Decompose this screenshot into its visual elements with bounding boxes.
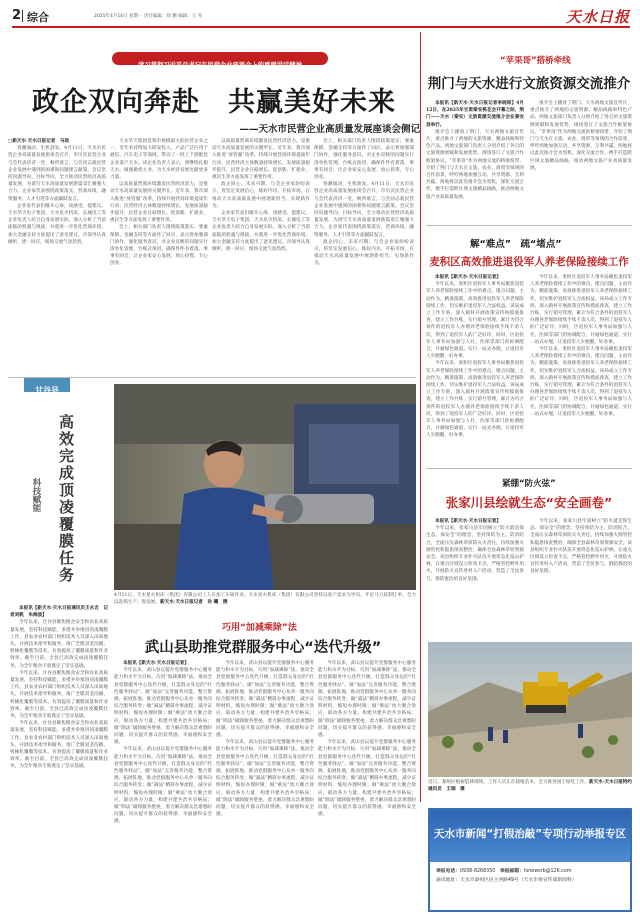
- main-headline: 政企双向奔赴 共赢美好未来: [32, 87, 396, 118]
- divider: [426, 225, 632, 226]
- photo-caption: 近日，秦州区植树造林现场，工作人员正在栽植苗木，全力推进国土绿化工作。新天水·天水日报特约通讯员 王瑞 摄: [428, 780, 632, 793]
- section-label: 综合: [27, 11, 49, 24]
- main-col-3: 以高质量营商环境激发民营经济活力，是推动天水高质量发展的关键所在。近年来，我市深入推进“放管服”改革，持续开展营商环境提质年行动，民营经济主体数量持续增长，发展质量稳步提升，民营企业在稳增长、促创新、扩就业、惠民生等方面发挥了重要作用。 政企同心，未来可期。与会企业家纷纷表示，将坚定发展信心，练好内功、开拓市场，在推动天水高质量发展中展现新担当、实现新作为。 企业家代表们敞开心扉，谈感受、提建议。天水华天电子集团、天水星火机床、长城电工等企业负责人结合自身发展实际，深入分析了当前面临的机遇与挑战，并就进一步优化营商环境、加大金融支持力度提出了意见建议。市领导认真倾听，逐一回应，现场交流气氛热烈。: [212, 139, 310, 253]
- photo-caption: 4月11日，天水星火机床（集团）有限公司工人在加工车间作业。天水星火机床（集团）有限公司坚持以客户需求为导向，开足马力赶制订单，全力以赴抓生产、促发展。新天水·天水日报记者 孙 曦 摄: [114, 593, 416, 606]
- main-col-4: 会上，相关部门负责人围绕政策落实、要素保障、金融支持等方面作了回应，表示将加强部门协作，强化服务意识，对企业反映的问题实行清单化管理、台账式推进，确保件件有着落、事事有回音，让企业家安心发展、放心投资、专心创业。 春潮涌动，生机勃发。4月11日，天水市民营企业高质量发展座谈会召开，市历次民营企业与会代表济济一堂，畅所欲言，与会同志就民营企业发展中遇到的困难和问题建言献策。会议坚持问题导向、目标导向，全力推动民营经济高质量发展，为谱写天水高质量发展新篇章汇聚强大合力。企业家代表围绕政策落实、营商环境、融资服务、人才引进等方面踊跃发言。 政企同心，未来可期。与会企业家纷纷表示，将坚定发展信心，练好内功、开拓市场，在推动天水高质量发展中展现新担当、实现新作为。: [314, 139, 414, 267]
- report-ad-box: 天水市新闻“打假治敲”专项行动举报专区 举报电话：0938-8268350 举报邮箱：tsnewsrb@126.com 通讯地址：天水市秦州区民主西路49号（天水市委宣传部新闻科）: [428, 808, 632, 912]
- masthead: [12, 8, 630, 24]
- article-col-2: 今年以来，武山县以提升党群服务中心服务能力和水平为目标，巧用“加减乘除”法，推动全县党群服务中心迭代升级，打造群众身边的“红色服务驿站”。做“加法”完善服务功能，整合资源、拓展阵地，推动党群服务中心从单一服务向综合服务转变；做“减法”精简办事流程，减少证明材料，缩短办理时限；做“乘法”放大聚合效应，联动各方力量，构建共建共治共享格局；做“除法”破除服务壁垒，着力解决群众急难愁盼问题，切实提升群众的获得感、幸福感和安全感。 今年以来，武山县以提升党群服务中心服务能力和水平为目标，巧用“加减乘除”法，推动全县党群服务中心迭代升级，打造群众身边的“红色服务驿站”。做“加法”完善服务功能，整合资源、拓展阵地，推动党群服务中心从单一服务向综合服务转变；做“减法”精简办事流程，减少证明材料，缩短办理时限；做“乘法”放大聚合效应，联动各方力量，构建共建共治共享格局；做“除法”破除服务壁垒，着力解决群众急难愁盼问题，切实提升群众的获得感、幸福感和安全感。: [216, 661, 314, 818]
- byline: □新天水·天水日报记者 马琰: [8, 139, 70, 144]
- article-col-2: 今年以来，张家川县牢固树立“防火就是保生态、保安全”的理念，坚持预防为主、防消结合，全面压实森林草原防灭火责任，持续加强火源管控和隐患排查整治，确保全县森林草原资源安全。该县组织专业扑火队伍开展常态化巡山护林，在重点区域设立检查卡点，严格管控野外用火，开展防火宣传进村入户活动，营造了全民参与、群防群治的良好氛围。: [530, 519, 632, 575]
- date-line: 2025年4月14日 星期一 责任编辑：徐 鹏 编辑：王 军: [94, 14, 203, 19]
- main-col-1: □新天水·天水日报记者 马琰 春潮涌动，生机勃发。4月11日，天水市民营企业高质量发展座谈会召开，市历次民营企业与会代表济济一堂，畅所欲言，与会同志就民营企业发展中遇到的困难和问题建言献策。会议坚持问题导向、目标导向，全力推动民营经济高质量发展，为谱写天水高质量发展新篇章汇聚强大合力。企业家代表围绕政策落实、营商环境、融资服务、人才引进等方面踊跃发言。 企业家代表们敞开心扉，谈感受、提建议。天水华天电子集团、天水星火机床、长城电工等企业负责人结合自身发展实际，深入分析了当前面临的机遇与挑战，并就进一步优化营商环境、加大金融支持力度提出了意见建议。市领导认真倾听，逐一回应，现场交流气氛热烈。: [8, 139, 106, 245]
- ad-phone: 0938-8268350: [460, 869, 496, 874]
- article-kicker: “苹果哥”搭桥牵线: [500, 56, 571, 66]
- article-headline: 麦积区高效推进退役军人养老保险接续工作: [429, 256, 629, 268]
- article-headline: 张家川县绘就生态“安全画卷”: [445, 495, 613, 510]
- article-headline: 武山县助推党群服务中心“迭代升级”: [144, 640, 382, 656]
- article-col-1: 本报讯【新天水·天水日报记者李晓琼】4月12日，在2025年甘肃秦安桃花会开幕之际，荆门——天水（秦安）文旅资源交流推介会在秦安县举行。 推介会上播放了荆门、天水两地文旅宣传片，重点推介了两地的文旅资源、精品线路和特色产品。两地文旅部门负责人分别介绍了各自的文旅资源禀赋和发展优势，现场签订了文旅合作框架协议。“苹果哥”作为两地交流的桥梁纽带，介绍了荆门与天水在文旅、农业、商贸等领域的合作前景，呼吁两地加强互动、共享资源、互利共赢。两地将以此次推介会为契机，深化交流合作，携手打造跨区域文旅精品线路，推动两地文旅产业高质量发展。: [426, 101, 524, 200]
- main-col-2: 天水华天集团是我市规模最大的民营企业之一，近年来持续加大研发投入，产品广泛应用于通信、汽车电子等领域，带动了一批上下游配套企业落户天水。该企业负责人表示，将继续扎根天水，做强做优主业，为天水经济发展贡献更多力量。 以高质量营商环境激发民营经济活力，是推动天水高质量发展的关键所在。近年来，我市深入推进“放管服”改革，持续开展营商环境提质年行动，民营经济主体数量持续增长，发展质量稳步提升，民营企业在稳增长、促创新、扩就业、惠民生等方面发挥了重要作用。 会上，相关部门负责人围绕政策落实、要素保障、金融支持等方面作了回应，表示将加强部门协作，强化服务意识，对企业反映的问题实行清单化管理、台账式推进，确保件件有着落、事事有回音，让企业家安心发展、放心投资、专心创业。: [110, 139, 208, 267]
- article-headline: 荆门与天水进行文旅资源交流推介: [427, 76, 631, 92]
- main-subhead: ——天水市民营企业高质量发展座谈会侧记: [239, 124, 420, 135]
- photo-factory-worker: [114, 384, 416, 590]
- ad-headline: 天水市新闻“打假治敲”专项行动举报专区: [433, 828, 627, 840]
- photo-tree-planting: [428, 642, 632, 777]
- article-subtitle: 科技赋能: [31, 478, 41, 512]
- article-kicker: 解“难点” 疏“堵点”: [470, 239, 562, 250]
- divider: [426, 468, 632, 469]
- place-tab: 甘谷县: [24, 378, 70, 392]
- article-col-1: 本报讯【新天水·天水日报记者】 今年以来，武山县以提升党群服务中心服务能力和水平为目标，巧用“加减乘除”法，推动全县党群服务中心迭代升级，打造群众身边的“红色服务驿站”。做“加法”完善服务功能，整合资源、拓展阵地，推动党群服务中心从单一服务向综合服务转变；做“减法”精简办事流程，减少证明材料，缩短办理时限；做“乘法”放大聚合效应，联动各方力量，构建共建共治共享格局；做“除法”破除服务壁垒，着力解决群众急难愁盼问题，切实提升群众的获得感、幸福感和安全感。 今年以来，武山县以提升党群服务中心服务能力和水平为目标，巧用“加减乘除”法，推动全县党群服务中心迭代升级，打造群众身边的“红色服务驿站”。做“加法”完善服务功能，整合资源、拓展阵地，推动党群服务中心从单一服务向综合服务转变；做“减法”精简办事流程，减少证明材料，缩短办理时限；做“乘法”放大聚合效应，联动各方力量，构建共建共治共享格局；做“除法”破除服务壁垒，着力解决群众急难愁盼问题，切实提升群众的获得感、幸福感和安全感。: [114, 661, 212, 825]
- article-col-1: 本报讯【新天水·天水日报记者】 今年以来，张家川县牢固树立“防火就是保生态、保安全”的理念，坚持预防为主、防消结合，全面压实森林草原防灭火责任，持续加强火源管控和隐患排查整治，确保全县森林草原资源安全。该县组织专业扑火队伍开展常态化巡山护林，在重点区域设立检查卡点，严格管控野外用火，开展防火宣传进村入户活动，营造了全民参与、群防群治的良好氛围。: [426, 519, 524, 582]
- ad-header: [430, 810, 630, 862]
- article-kicker: 紧绷“防火弦”: [502, 479, 556, 489]
- page-number: 2: [12, 8, 22, 23]
- ad-address: 通讯地址：天水市秦州区民主西路49号（天水市委宣传部新闻科）: [436, 878, 577, 883]
- ad-mail: tsnewsrb@126.com: [523, 869, 572, 874]
- article-col-2: 推介会上播放了荆门、天水两地文旅宣传片，重点推介了两地的文旅资源、精品线路和特色产品。两地文旅部门负责人分别介绍了各自的文旅资源禀赋和发展优势，现场签订了文旅合作框架协议。“苹果哥”作为两地交流的桥梁纽带，介绍了荆门与天水在文旅、农业、商贸等领域的合作前景，呼吁两地加强互动、共享资源、互利共赢。两地将以此次推介会为契机，深化交流合作，携手打造跨区域文旅精品线路，推动两地文旅产业高质量发展。: [530, 101, 632, 171]
- column-divider: [420, 32, 421, 802]
- left-lower-col: 本报讯【新天水·天水日报通讯员王永吉 记者刘帆 朱海波】 今年以来，甘谷县聚焦粮食安全和农业高质量发展，坚持科技赋能，多措并举推进顶凌覆膜工作。县农业农村部门组织技术人员深入田间地头，开展技术指导和服务，推广全膜双垄沟播、机械化覆膜等技术，有效提高了覆膜质量和作业效率。截至目前，全县已高效完成顶凌覆膜任务，为全年粮食丰收奠定了坚实基础。 今年以来，甘谷县聚焦粮食安全和农业高质量发展，坚持科技赋能，多措并举推进顶凌覆膜工作。县农业农村部门组织技术人员深入田间地头，开展技术指导和服务，推广全膜双垄沟播、机械化覆膜等技术，有效提高了覆膜质量和作业效率。截至目前，全县已高效完成顶凌覆膜任务，为全年粮食丰收奠定了坚实基础。 今年以来，甘谷县聚焦粮食安全和农业高质量发展，坚持科技赋能，多措并举推进顶凌覆膜工作。县农业农村部门组织技术人员深入田间地头，开展技术指导和服务，推广全膜双垄沟播、机械化覆膜等技术，有效提高了覆膜质量和作业效率。截至目前，全县已高效完成顶凌覆膜任务，为全年粮食丰收奠定了坚实基础。: [10, 606, 108, 770]
- masthead-rule: [12, 26, 630, 28]
- article-col-1: 本报讯【新天水·天水日报记者】 今年以来，麦积区退役军人事务局聚焦退役军人养老保险接续工作中的难点、堵点问题，主动作为、精准施策，高效推进退役军人养老保险接续工作，切实维护退役军人合法权益。该局成立工作专班，深入镇村开展政策宣传和摸底排查，建立工作台账，实行销号管理，累计为符合条件的退役军人办理养老保险接续手续千余人次，得到了退役军人的广泛好评。同时，区退役军人事务局加强与人社、医保等部门的协调配合，开通绿色通道，实行一站式办理，让退役军人少跑腿、好办事。 今年以来，麦积区退役军人事务局聚焦退役军人养老保险接续工作中的难点、堵点问题，主动作为、精准施策，高效推进退役军人养老保险接续工作，切实维护退役军人合法权益。该局成立工作专班，深入镇村开展政策宣传和摸底排查，建立工作台账，实行销号管理，累计为符合条件的退役军人办理养老保险接续手续千余人次，得到了退役军人的广泛好评。同时，区退役军人事务局加强与人社、医保等部门的协调配合，开通绿色通道，实行一站式办理，让退役军人少跑腿、好办事。: [426, 275, 524, 439]
- article-headline: 高效完成顶凌覆膜任务: [57, 414, 75, 584]
- theme-banner: 学习贯彻习近平总书记在民营企业座谈会上的重要讲话精神: [112, 52, 328, 65]
- paper-logo: 天水日报: [565, 8, 630, 26]
- article-col-2: 今年以来，麦积区退役军人事务局聚焦退役军人养老保险接续工作中的难点、堵点问题，主动作为、精准施策，高效推进退役军人养老保险接续工作，切实维护退役军人合法权益。该局成立工作专班，深入镇村开展政策宣传和摸底排查，建立工作台账，实行销号管理，累计为符合条件的退役军人办理养老保险接续手续千余人次，得到了退役军人的广泛好评。同时，区退役军人事务局加强与人社、医保等部门的协调配合，开通绿色通道，实行一站式办理，让退役军人少跑腿、好办事。 今年以来，麦积区退役军人事务局聚焦退役军人养老保险接续工作中的难点、堵点问题，主动作为、精准施策，高效推进退役军人养老保险接续工作，切实维护退役军人合法权益。该局成立工作专班，深入镇村开展政策宣传和摸底排查，建立工作台账，实行销号管理，累计为符合条件的退役军人办理养老保险接续手续千余人次，得到了退役军人的广泛好评。同时，区退役军人事务局加强与人社、医保等部门的协调配合，开通绿色通道，实行一站式办理，让退役军人少跑腿、好办事。: [530, 275, 632, 417]
- article-col-3: 今年以来，武山县以提升党群服务中心服务能力和水平为目标，巧用“加减乘除”法，推动全县党群服务中心迭代升级，打造群众身边的“红色服务驿站”。做“加法”完善服务功能，整合资源、拓展阵地，推动党群服务中心从单一服务向综合服务转变；做“减法”精简办事流程，减少证明材料，缩短办理时限；做“乘法”放大聚合效应，联动各方力量，构建共建共治共享格局；做“除法”破除服务壁垒，着力解决群众急难愁盼问题，切实提升群众的获得感、幸福感和安全感。 今年以来，武山县以提升党群服务中心服务能力和水平为目标，巧用“加减乘除”法，推动全县党群服务中心迭代升级，打造群众身边的“红色服务驿站”。做“加法”完善服务功能，整合资源、拓展阵地，推动党群服务中心从单一服务向综合服务转变；做“减法”精简办事流程，减少证明材料，缩短办理时限；做“乘法”放大聚合效应，联动各方力量，构建共建共治共享格局；做“除法”破除服务壁垒，着力解决群众急难愁盼问题，切实提升群众的获得感、幸福感和安全感。: [318, 661, 416, 818]
- article-kicker: 巧用“加减乘除”法: [222, 623, 297, 633]
